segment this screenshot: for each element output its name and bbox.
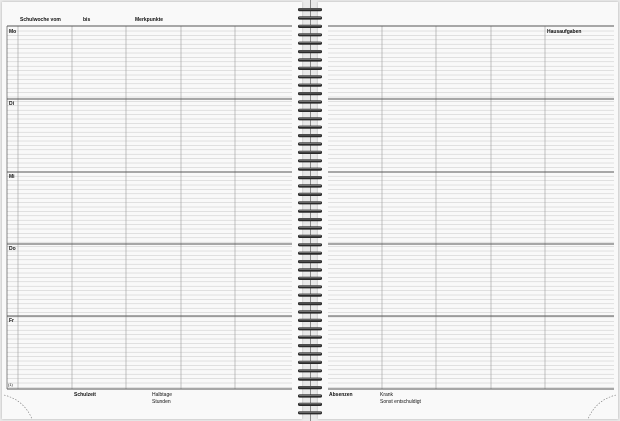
day-label-fr: Fr xyxy=(9,318,14,324)
left-grid xyxy=(2,2,302,419)
absences-label: Absenzen xyxy=(329,392,353,398)
day-label-mi: Mi xyxy=(9,174,15,180)
day-label-di: Di xyxy=(9,101,14,107)
excused-label: Sonst entschuldigt xyxy=(380,399,421,405)
day-label-do: Do xyxy=(9,246,16,252)
school-time-label: Schulzeit xyxy=(74,392,96,398)
corner-perforation xyxy=(4,395,32,419)
sick-label: Krank xyxy=(380,392,394,398)
to-label: bis xyxy=(83,17,91,23)
hours-label: Stunden xyxy=(152,399,171,405)
left-page xyxy=(2,2,302,419)
homework-label: Hausaufgaben xyxy=(547,29,582,35)
week-label: Schulwoche vom xyxy=(20,17,61,23)
corner-perforation xyxy=(588,395,616,419)
day-label-mo: Mo xyxy=(9,29,17,35)
spine-line xyxy=(310,0,311,421)
half-days-label: Halbtage xyxy=(152,392,173,398)
notes-label: Merkpunkte xyxy=(135,17,164,23)
last-row-marker: (1) xyxy=(8,382,13,387)
right-page xyxy=(318,2,618,419)
right-grid xyxy=(318,2,618,419)
